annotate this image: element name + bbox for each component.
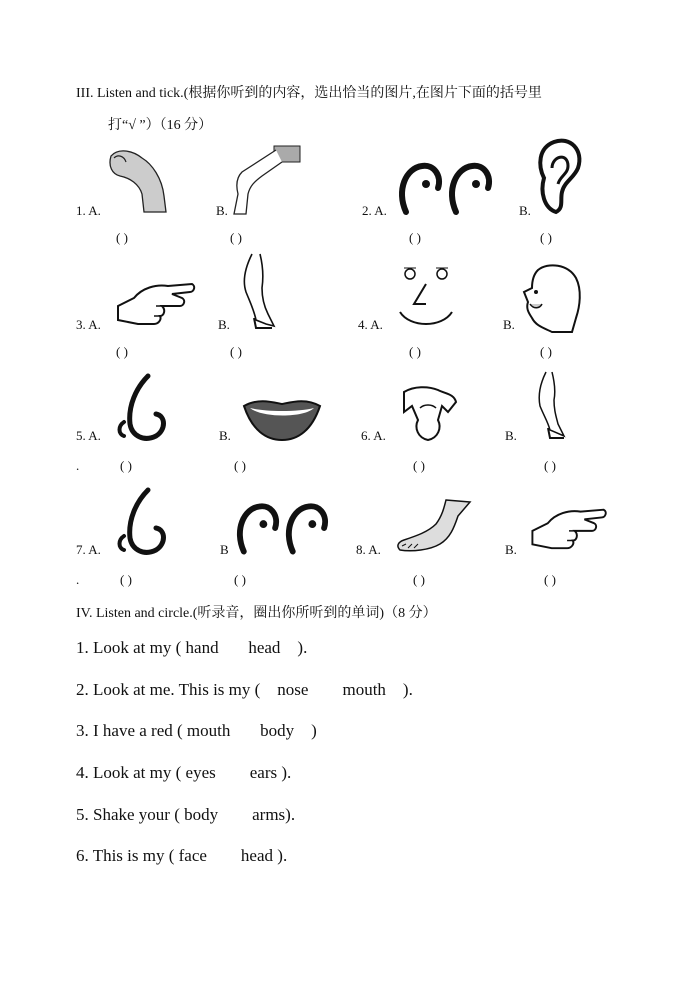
q3-b-bracket[interactable]: ( ) (230, 344, 242, 359)
q7-a-label: 7. A. (76, 542, 101, 557)
q3-a-label: 3. A. (76, 317, 101, 332)
q2-a-bracket[interactable]: ( ) (409, 230, 421, 245)
q4-b-label: B. (503, 317, 515, 332)
q8-a-label: 8. A. (356, 542, 381, 557)
eyes-icon (234, 500, 328, 558)
nose-pinch-icon (398, 382, 458, 442)
circle-sentence-4: 4. Look at my ( eyes ears ). (76, 763, 292, 782)
eyes-icon (396, 160, 492, 218)
circle-sentence-5: 5. Shake your ( body arms). (76, 805, 296, 824)
row3-lead-dot: . (76, 458, 80, 473)
q8-a-bracket[interactable]: ( ) (413, 572, 425, 587)
hand-icon (530, 502, 608, 554)
q1-a-label: 1. A. (76, 203, 101, 218)
head-icon (522, 262, 582, 334)
q6-a-bracket[interactable]: ( ) (413, 458, 425, 473)
circle-sentence-6: 6. This is my ( face head ). (76, 846, 288, 865)
circle-sentence-1: 1. Look at my ( hand head ). (76, 638, 308, 657)
q1-a-bracket[interactable]: ( ) (116, 230, 128, 245)
nose-icon (114, 372, 172, 444)
q2-b-label: B. (519, 203, 531, 218)
q5-a-label: 5. A. (76, 428, 101, 443)
section-3-heading: III. Listen and tick.(根据你听到的内容，选出恰当的图片,在图片下面的括号里 (76, 86, 542, 101)
q8-b-label: B. (505, 542, 517, 557)
q5-b-bracket[interactable]: ( ) (234, 458, 246, 473)
q2-b-bracket[interactable]: ( ) (540, 230, 552, 245)
arm-icon (106, 148, 170, 214)
q3-a-bracket[interactable]: ( ) (116, 344, 128, 359)
nose-icon (114, 486, 172, 558)
q2-a-label: 2. A. (362, 203, 387, 218)
foot-icon (396, 498, 472, 554)
q7-b-label: B (220, 542, 229, 557)
q4-a-label: 4. A. (358, 317, 383, 332)
q1-b-label: B. (216, 203, 228, 218)
q7-a-bracket[interactable]: ( ) (120, 572, 132, 587)
q4-b-bracket[interactable]: ( ) (540, 344, 552, 359)
hand-icon (116, 276, 196, 330)
q1-b-bracket[interactable]: ( ) (230, 230, 242, 245)
section-3-heading-cont: 打“√ ”）（16 分） (108, 118, 213, 133)
ear-icon (534, 138, 584, 218)
circle-sentence-2: 2. Look at me. This is my ( nose mouth ). (76, 680, 413, 699)
row4-lead-dot: . (76, 572, 80, 587)
mouth-icon (242, 396, 322, 442)
q7-b-bracket[interactable]: ( ) (234, 572, 246, 587)
section-4-heading: IV. Listen and circle.(听录音，圈出你所听到的单词)（8 分） (76, 606, 437, 621)
q5-b-label: B. (219, 428, 231, 443)
q5-a-bracket[interactable]: ( ) (120, 458, 132, 473)
q6-b-bracket[interactable]: ( ) (544, 458, 556, 473)
leg-icon (232, 252, 278, 330)
q6-a-label: 6. A. (361, 428, 386, 443)
q4-a-bracket[interactable]: ( ) (409, 344, 421, 359)
face-icon (396, 262, 456, 332)
q3-b-label: B. (218, 317, 230, 332)
leg-icon (528, 370, 568, 440)
q8-b-bracket[interactable]: ( ) (544, 572, 556, 587)
q6-b-label: B. (505, 428, 517, 443)
leg-icon (222, 142, 304, 216)
circle-sentence-3: 3. I have a red ( mouth body ) (76, 721, 317, 740)
